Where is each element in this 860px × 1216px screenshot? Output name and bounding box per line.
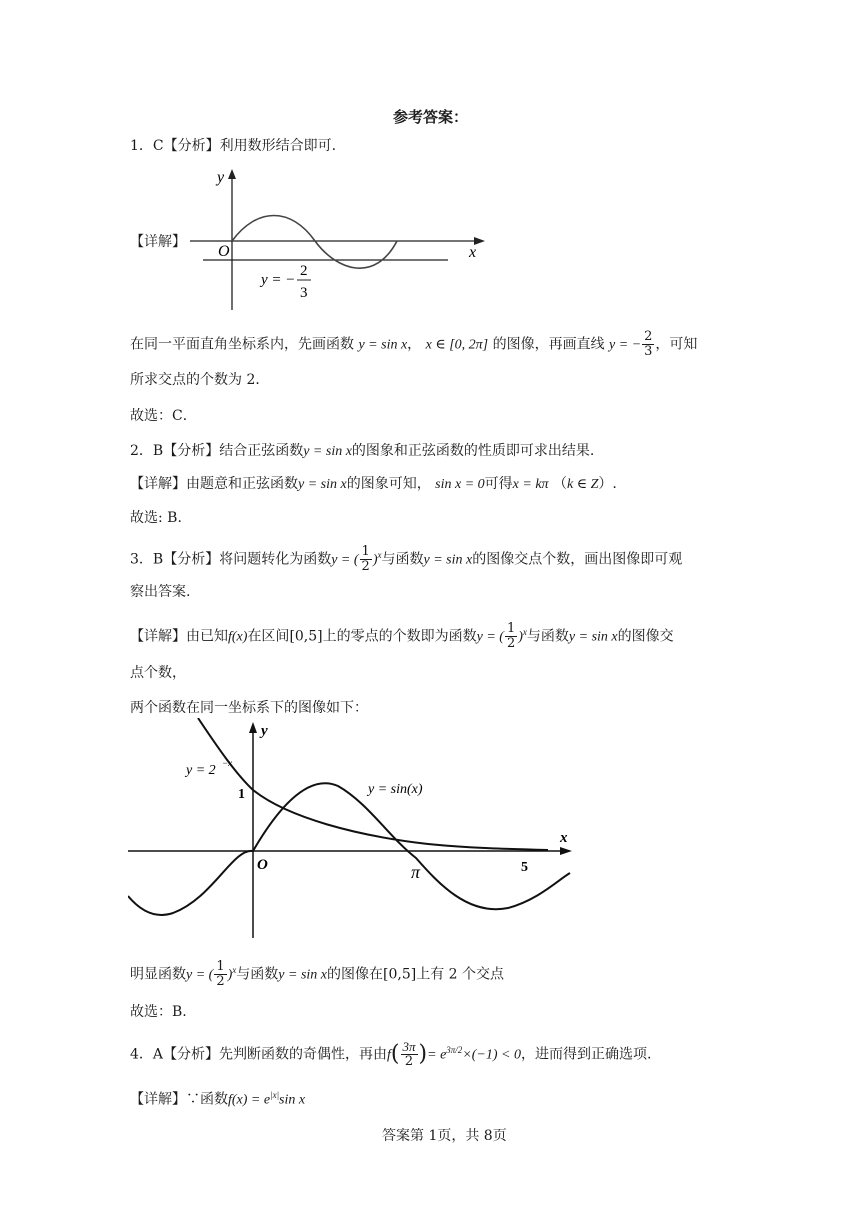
origin-label: O bbox=[257, 857, 268, 873]
q3-detail-line1: 【详解】由已知f(x)在区间[0,5]上的零点的个数即为函数y = ( $\frac{1}{2}$ )$^x$与函数y = sin x的图像交 bbox=[130, 621, 674, 652]
x-axis-label: x bbox=[469, 244, 477, 261]
y-axis-arrow bbox=[249, 722, 257, 733]
line-label-den: 3 bbox=[300, 285, 308, 301]
q1-detail-tag: 【详解】 bbox=[130, 234, 186, 250]
line-label-lhs: y = − bbox=[261, 272, 296, 288]
q2-answer: 故选: B. bbox=[130, 510, 182, 526]
origin-label: O bbox=[218, 243, 230, 260]
x-axis-arrow bbox=[560, 847, 572, 855]
q4-detail: 【详解】∵函数$f(x) = e^{|x|}\sin$ x bbox=[130, 1090, 306, 1108]
q3-analysis-line1: 3．B【分析】将问题转化为函数y = ( $\frac{1}{2}$ )$^x$与函数y = sin x的图像交点个数，画出图像即可观 bbox=[130, 544, 683, 575]
tick-label-five: 5 bbox=[521, 860, 528, 875]
q3-detail-line3: 两个函数在同一坐标系下的图像如下： bbox=[130, 700, 368, 716]
q2-detail: 【详解】由题意和正弦函数y = sin x的图象可知， sin x = 0可得x = kπ （k ∈ Z）. bbox=[130, 476, 617, 492]
line-label-num: 2 bbox=[300, 263, 308, 279]
x-axis-label: x bbox=[560, 830, 568, 846]
q1-analysis: 1．C【分析】利用数形结合即可. bbox=[130, 138, 337, 154]
q4-analysis: 4．A【分析】先判断函数的奇偶性，再由f( $\frac{3\pi}{2}$ )= $e^{3\pi/2}\times(-1) < 0$，进而得到正确选项. bbox=[130, 1039, 652, 1070]
tick-label-one: 1 bbox=[238, 787, 245, 802]
q1-para-1: 在同一平面直角坐标系内，先画函数 y = sin x， x ∈ [0, 2π] 的图像，再画直线 y = − $\frac{2}{3}$ ，可知 bbox=[130, 329, 698, 359]
q3-graph-figure bbox=[128, 718, 573, 940]
q1-para-2: 所求交点的个数为 2． bbox=[130, 372, 270, 388]
q1-sine-figure bbox=[185, 165, 495, 315]
page-footer: 答案第 1页，共 8页 bbox=[382, 1128, 507, 1144]
q1-answer: 故选：C． bbox=[130, 408, 197, 424]
q3-analysis-line2: 察出答案. bbox=[130, 584, 191, 600]
y-axis-arrow bbox=[228, 169, 236, 179]
q3-answer: 故选：B. bbox=[130, 1004, 187, 1020]
q2-analysis: 2．B【分析】结合正弦函数y = sin x的图象和正弦函数的性质即可求出结果. bbox=[130, 443, 595, 459]
tick-label-pi: π bbox=[411, 862, 421, 882]
page-title: 参考答案： bbox=[393, 108, 469, 126]
y-axis-label: y bbox=[261, 723, 268, 739]
exp-curve-label: y = 2 bbox=[186, 763, 216, 778]
q3-detail-line2: 点个数， bbox=[130, 665, 186, 681]
sine-curve-label: y = sin(x) bbox=[368, 782, 423, 797]
q3-conclusion: 明显函数y = ( $\frac{1}{2}$ )$^x$与函数y = sin x的图像在[0,5]上有 2 个交点 bbox=[130, 959, 505, 990]
exp-curve-label-sup: −x bbox=[222, 758, 233, 768]
y-axis-label: y bbox=[217, 169, 225, 186]
